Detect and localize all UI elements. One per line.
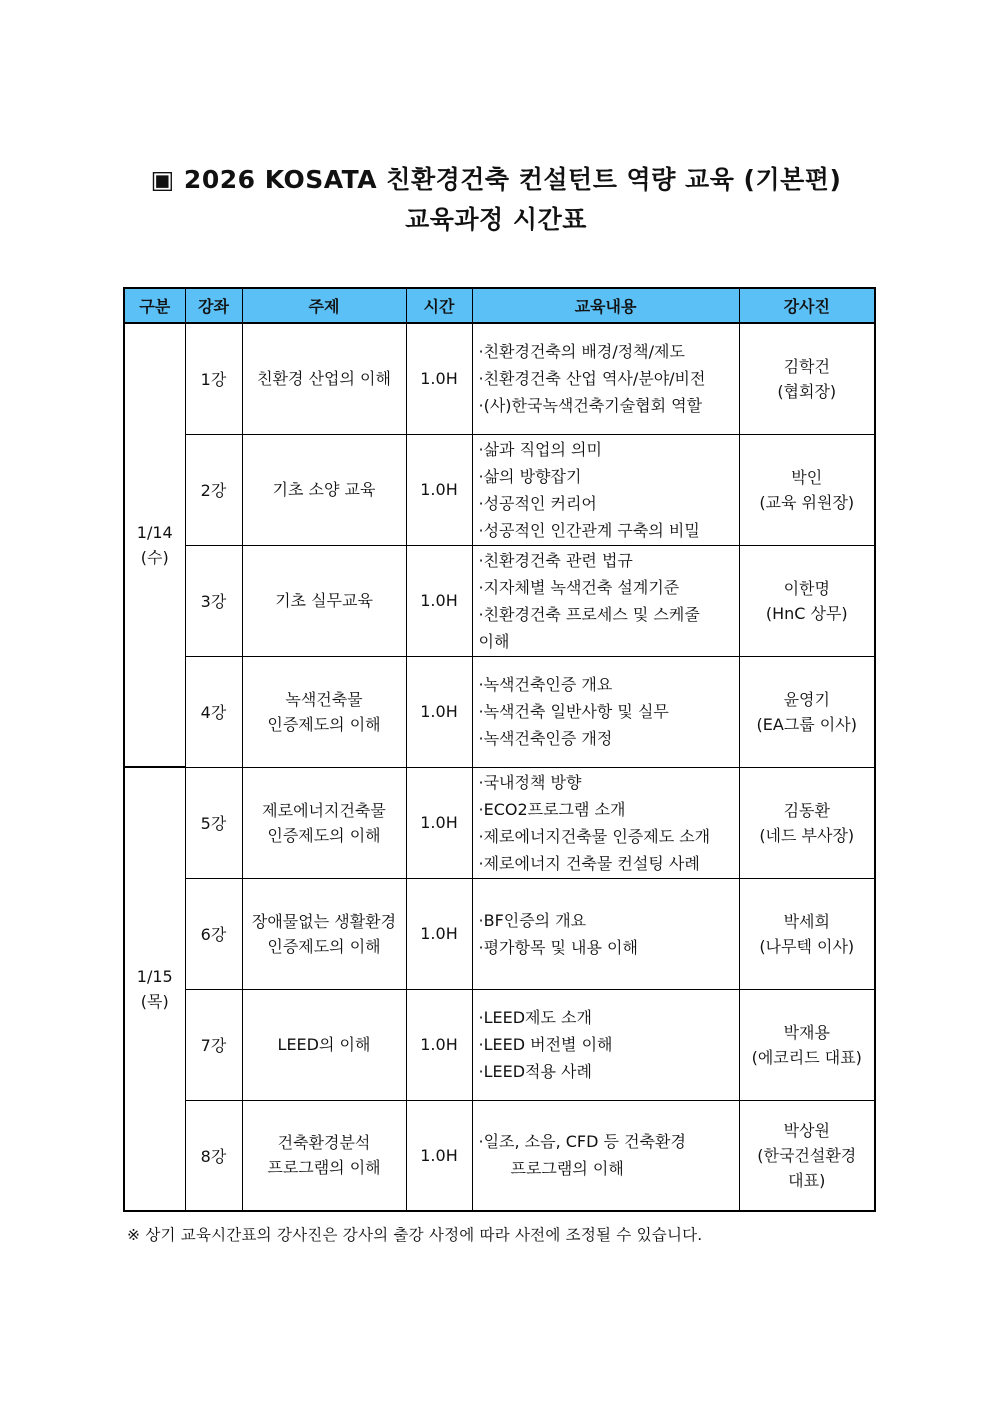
content-item: ·LEED 버전별 이해 <box>478 1035 613 1054</box>
instructor-name: 윤영기 <box>783 689 830 709</box>
title-line-1: ▣ 2026 KOSATA 친환경건축 컨설턴트 역량 교육 (기본편) <box>150 165 842 194</box>
topic-cell <box>242 767 406 878</box>
instructor-name: 김학건 <box>783 356 830 376</box>
content-cell <box>472 1100 739 1211</box>
instructor-role: (나무텍 이사) <box>759 936 855 956</box>
lecture-cell: 1강 <box>185 323 242 434</box>
content-item: ·성공적인 인간관계 구축의 비밀 <box>478 520 700 540</box>
content-item: ·삶의 방향잡기 <box>478 466 582 486</box>
time-cell: 1.0H <box>406 323 472 434</box>
topic-cell <box>242 323 406 434</box>
header-instructor: 강사진 <box>739 288 875 323</box>
content-item: ·친환경건축의 배경/정책/제도 <box>478 342 685 362</box>
lecture-cell: 4강 <box>185 656 242 767</box>
topic-line: 건축환경분석 <box>277 1133 371 1153</box>
instructor-role: (EA그룹 이사) <box>756 714 857 734</box>
instructor-role: (에코리드 대표) <box>751 1047 862 1067</box>
content-item: ·(사)한국녹색건축기술협회 역할 <box>478 396 703 416</box>
instructor-role: (한국건설환경 <box>757 1145 857 1165</box>
table-row <box>124 434 875 545</box>
content-item: ·친환경건축 산업 역사/분야/비전 <box>478 369 706 389</box>
table-row <box>124 656 875 767</box>
instructor-name: 박상원 <box>783 1120 830 1140</box>
content-cell <box>472 767 739 878</box>
time-cell: 1.0H <box>406 656 472 767</box>
topic-line: 기초 소양 교육 <box>272 480 376 499</box>
topic-cell <box>242 434 406 545</box>
lecture-cell: 3강 <box>185 545 242 656</box>
lecture-cell: 6강 <box>185 878 242 989</box>
topic-cell <box>242 878 406 989</box>
instructor-cell <box>739 323 875 434</box>
content-item: ·성공적인 커리어 <box>478 493 597 513</box>
instructor-role: (HnC 상무) <box>765 603 848 623</box>
content-item: ·평가항목 및 내용 이해 <box>478 937 638 957</box>
table-row <box>124 878 875 989</box>
topic-line: 친환경 산업의 이해 <box>257 369 391 389</box>
content-item: ·삶과 직업의 의미 <box>478 439 602 459</box>
instructor-name: 이한명 <box>783 578 830 598</box>
header-content: 교육내용 <box>472 288 739 323</box>
content-item: ·제로에너지 건축물 컨설팅 사례 <box>478 853 700 873</box>
instructor-name: 박재용 <box>783 1022 830 1042</box>
table-row <box>124 1100 875 1211</box>
table-header-row <box>124 288 875 323</box>
content-cell <box>472 878 739 989</box>
footnote: ※ 상기 교육시간표의 강사진은 강사의 출강 사정에 따라 사전에 조정될 수 있습니다. <box>127 1226 703 1244</box>
day-cell <box>124 767 185 1211</box>
time-cell: 1.0H <box>406 434 472 545</box>
topic-line: 제로에너지건축물 <box>262 800 386 820</box>
content-cell <box>472 434 739 545</box>
content-cell <box>472 323 739 434</box>
instructor-role: (네드 부사장) <box>759 825 855 845</box>
day-date: 1/15 <box>136 967 173 986</box>
content-item: ·ECO2프로그램 소개 <box>478 799 626 819</box>
content-item: ·녹색건축인증 개정 <box>478 729 613 748</box>
instructor-cell <box>739 989 875 1100</box>
day-weekday: (목) <box>140 992 169 1011</box>
topic-cell <box>242 1100 406 1211</box>
lecture-cell: 7강 <box>185 989 242 1100</box>
content-item: ·LEED제도 소개 <box>478 1008 592 1027</box>
lecture-cell: 2강 <box>185 434 242 545</box>
schedule-table <box>123 287 876 1212</box>
instructor-cell <box>739 767 875 878</box>
title-line-2: 교육과정 시간표 <box>405 205 587 234</box>
topic-cell <box>242 545 406 656</box>
instructor-role: (교육 위원장) <box>759 492 855 512</box>
topic-line: 인증제도의 이해 <box>267 714 381 734</box>
content-item: ·녹색건축인증 개요 <box>478 675 613 694</box>
content-item: ·국내정책 방향 <box>478 772 582 792</box>
content-item: 프로그램의 이해 <box>510 1159 624 1179</box>
header-day: 구분 <box>124 288 185 323</box>
content-item: ·제로에너지건축물 인증제도 소개 <box>478 826 711 846</box>
topic-line: 기초 실무교육 <box>275 591 373 610</box>
topic-cell <box>242 656 406 767</box>
topic-line: 인증제도의 이해 <box>267 825 381 845</box>
content-item: ·친환경건축 프로세스 및 스케줄 <box>478 604 700 624</box>
topic-line: 프로그램의 이해 <box>267 1158 381 1178</box>
content-item: ·지자체별 녹색건축 설계기준 <box>478 577 680 597</box>
day-weekday: (수) <box>140 548 169 567</box>
instructor-name: 박인 <box>791 467 823 487</box>
topic-line: 녹색건축물 <box>285 689 363 709</box>
time-cell: 1.0H <box>406 767 472 878</box>
instructor-cell <box>739 434 875 545</box>
content-item: ·친환경건축 관련 법규 <box>478 550 633 570</box>
content-item: ·일조, 소음, CFD 등 건축환경 <box>478 1132 686 1152</box>
topic-line: 인증제도의 이해 <box>267 936 381 956</box>
document-title <box>0 160 992 240</box>
time-cell: 1.0H <box>406 1100 472 1211</box>
instructor-cell <box>739 878 875 989</box>
table-row <box>124 545 875 656</box>
header-topic: 주제 <box>242 288 406 323</box>
content-cell <box>472 545 739 656</box>
instructor-cell <box>739 1100 875 1211</box>
day-date: 1/14 <box>136 523 173 542</box>
content-cell <box>472 656 739 767</box>
content-item: ·BF인증의 개요 <box>478 910 587 930</box>
time-cell: 1.0H <box>406 545 472 656</box>
content-item: ·LEED적용 사례 <box>478 1062 592 1081</box>
content-item: 이해 <box>478 631 510 651</box>
time-cell: 1.0H <box>406 989 472 1100</box>
lecture-cell: 8강 <box>185 1100 242 1211</box>
instructor-cell <box>739 656 875 767</box>
instructor-cell <box>739 545 875 656</box>
instructor-role: (협회장) <box>777 381 837 401</box>
topic-cell <box>242 989 406 1100</box>
topic-line: LEED의 이해 <box>277 1035 371 1054</box>
time-cell: 1.0H <box>406 878 472 989</box>
day-cell <box>124 323 185 767</box>
header-time: 시간 <box>406 288 472 323</box>
header-lecture: 강좌 <box>185 288 242 323</box>
lecture-cell: 5강 <box>185 767 242 878</box>
topic-line: 장애물없는 생활환경 <box>251 911 397 931</box>
content-item: ·녹색건축 일반사항 및 실무 <box>478 702 669 721</box>
content-cell <box>472 989 739 1100</box>
instructor-name: 김동환 <box>783 800 830 820</box>
table-row <box>124 767 875 878</box>
table-row <box>124 323 875 434</box>
table-row <box>124 989 875 1100</box>
instructor-name: 박세희 <box>783 911 830 931</box>
instructor-role: 대표) <box>788 1170 826 1190</box>
